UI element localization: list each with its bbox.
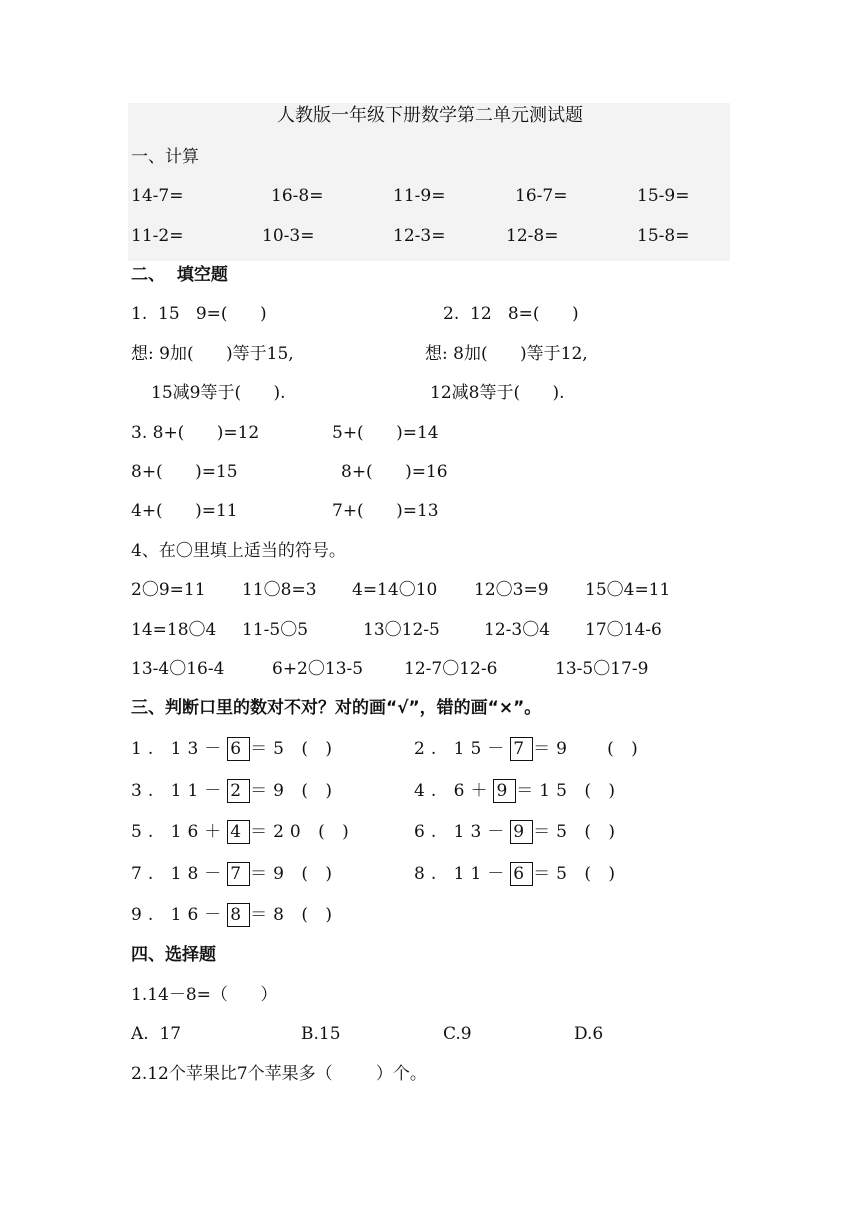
section-2-heading: 二、 填空题 — [131, 265, 228, 285]
symbol-2-3: 13〇12-5 — [363, 620, 440, 640]
fill-add-1a: 3. 8+( )=12 — [131, 423, 260, 443]
option-c: C.9 — [443, 1024, 472, 1044]
calc-2-2: 10-3= — [262, 226, 315, 246]
judge-item: 3. 11－ 2 ＝9 ( ) — [131, 781, 338, 801]
option-b: B.15 — [301, 1024, 341, 1044]
fill-add-3a: 4+( )=11 — [131, 501, 238, 521]
answer-box: 6 — [510, 862, 533, 886]
calc-1-2: 16-8= — [271, 186, 324, 206]
fill-add-1b: 5+( )=14 — [332, 423, 439, 443]
judge-item: 4. 6＋ 9 ＝15 ( ) — [414, 781, 621, 801]
symbol-question: 4、在〇里填上适当的符号。 — [131, 541, 346, 561]
page-title: 人教版一年级下册数学第二单元测试题 — [277, 105, 583, 126]
symbol-3-4: 13-5〇17-9 — [555, 659, 649, 679]
symbol-3-3: 12-7〇12-6 — [404, 659, 498, 679]
fill-q2: 2. 12 8=( ) — [443, 304, 579, 324]
judge-item: 7. 18－ 7 ＝9 ( ) — [131, 864, 338, 884]
judge-item: 5. 16＋ 4 ＝20 ( ) — [131, 822, 355, 842]
calc-1-5: 15-9= — [637, 186, 690, 206]
symbol-3-1: 13-4〇16-4 — [131, 659, 225, 679]
symbol-1-3: 4=14〇10 — [352, 580, 438, 600]
symbol-3-2: 6+2〇13-5 — [272, 659, 364, 679]
answer-box: 9 — [510, 820, 533, 844]
symbol-2-2: 11-5〇5 — [242, 620, 309, 640]
fill-think-1: 想: 9加( )等于15, — [131, 344, 294, 364]
answer-box: 7 — [227, 862, 250, 886]
symbol-1-5: 15〇4=11 — [585, 580, 671, 600]
fill-add-2a: 8+( )=15 — [131, 462, 238, 482]
judge-item: 6. 13－ 9 ＝5 ( ) — [414, 822, 621, 842]
choice-q1: 1.14－8=（ ） — [131, 985, 278, 1005]
symbol-2-1: 14=18〇4 — [131, 620, 217, 640]
symbol-1-4: 12〇3=9 — [474, 580, 549, 600]
answer-box: 9 — [493, 779, 516, 803]
choice-q2: 2.12个苹果比7个苹果多（ ）个。 — [131, 1064, 427, 1084]
answer-box: 7 — [510, 737, 533, 761]
section-1-heading: 一、计算 — [131, 147, 199, 167]
option-a: A. 17 — [131, 1024, 182, 1044]
fill-minus-2: 12减8等于( ). — [430, 383, 565, 403]
answer-box: 2 — [227, 779, 250, 803]
symbol-1-1: 2〇9=11 — [131, 580, 206, 600]
section-4-heading: 四、选择题 — [131, 945, 216, 965]
section-3-heading: 三、判断口里的数对不对？对的画“√”，错的画“×”。 — [131, 698, 542, 718]
fill-minus-1: 15减9等于( ). — [151, 383, 286, 403]
judge-item: 1. 13－ 6 ＝5 ( ) — [131, 739, 338, 759]
option-d: D.6 — [574, 1024, 604, 1044]
answer-box: 4 — [227, 820, 250, 844]
judge-item: 2. 15－ 7 ＝9 ( ) — [414, 739, 644, 759]
calc-2-3: 12-3= — [393, 226, 446, 246]
fill-think-2: 想: 8加( )等于12, — [425, 344, 588, 364]
calc-1-4: 16-7= — [515, 186, 568, 206]
fill-add-3b: 7+( )=13 — [332, 501, 439, 521]
fill-add-2b: 8+( )=16 — [341, 462, 448, 482]
calc-2-1: 11-2= — [131, 226, 184, 246]
fill-q1: 1. 15 9=( ) — [131, 304, 267, 324]
symbol-1-2: 11〇8=3 — [242, 580, 317, 600]
symbol-2-5: 17〇14-6 — [585, 620, 662, 640]
calc-2-4: 12-8= — [506, 226, 559, 246]
judge-item: 8. 11－ 6 ＝5 ( ) — [414, 864, 621, 884]
symbol-2-4: 12-3〇4 — [484, 620, 551, 640]
calc-1-3: 11-9= — [393, 186, 446, 206]
answer-box: 6 — [227, 737, 250, 761]
calc-2-5: 15-8= — [637, 226, 690, 246]
judge-item: 9. 16－ 8 ＝8 ( ) — [131, 905, 338, 925]
calc-1-1: 14-7= — [131, 186, 184, 206]
answer-box: 8 — [227, 903, 250, 927]
